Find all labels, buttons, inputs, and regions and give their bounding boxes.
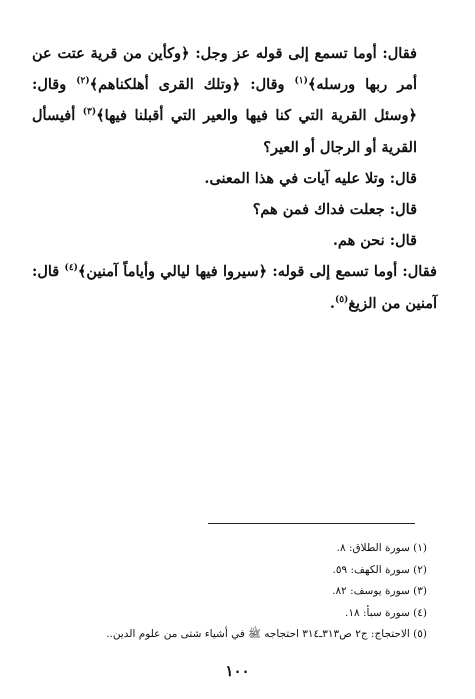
- quote-text-2: وقال: ﴿وتلك القرى أهلكناهم﴾: [89, 76, 295, 94]
- footnote-divider: [208, 523, 415, 524]
- paragraph-5: [32, 256, 437, 318]
- footnotes: [40, 538, 427, 646]
- paragraph-3: قال: جعلت فداك فمن هم؟: [252, 201, 417, 219]
- footnote-2: (٢) سورة الكهف: ٥٩.: [332, 563, 427, 576]
- footnote-5: (٥) الاحتجاج: ج٢ ص٣١٣ـ٣١٤ احتجاجه ﷺ في أشياء شتى من علوم الدين..: [106, 628, 427, 640]
- quote-text-1: فقال: أوما تسمع إلى قوله عز وجل: ﴿وكأين من قرية عتت عن أمر ربها ورسله﴾: [32, 45, 417, 94]
- quote-text-3: وقال: ﴿وسئل القرية التي كنا فيها والعير التي أقبلنا فيها﴾: [32, 76, 417, 125]
- footnote-ref-3: (٣): [82, 107, 97, 118]
- footnote-3: (٣) سورة يوسف: ٨٢.: [332, 585, 427, 597]
- footnote-4: (٤) سورة سبأ: ١٨.: [345, 606, 427, 619]
- last-text-2: قال: آمنين من الزيغ: [32, 263, 437, 312]
- footnote-ref-1: (١): [294, 76, 308, 87]
- footnote-ref-5: (٥): [334, 294, 349, 305]
- paragraph-4: قال: نحن هم.: [332, 232, 417, 250]
- last-text-3: .: [329, 294, 335, 312]
- main-text: [32, 38, 437, 319]
- question-text: أفيسأل القرية أو الرجال أو العير؟: [32, 107, 417, 156]
- paragraph-1: [32, 38, 437, 163]
- last-text-1: فقال: أوما تسمع إلى قوله: ﴿سيروا فيها ليالي وأياماً آمنين﴾: [77, 263, 437, 281]
- footnote-ref-4: (٤): [64, 263, 78, 274]
- footnote-ref-2: (٢): [76, 76, 90, 87]
- footnote-1: (١) سورة الطلاق: ٨.: [336, 542, 427, 554]
- page-number: ١٠٠: [225, 662, 250, 680]
- paragraph-2: قال: وتلا عليه آيات في هذا المعنى.: [204, 169, 417, 187]
